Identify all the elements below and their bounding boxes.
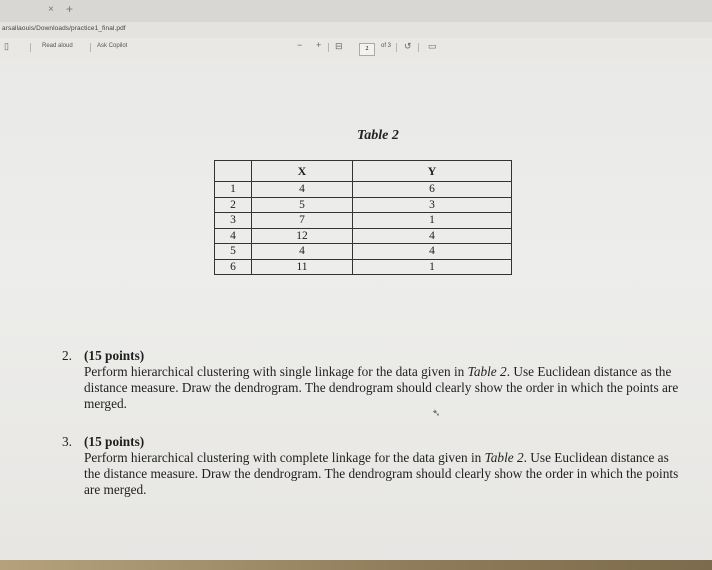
mouse-cursor-icon: ➴ xyxy=(432,408,441,419)
toolbar-divider xyxy=(90,43,91,52)
cell-y: 1 xyxy=(353,259,512,275)
question-points: (15 points) xyxy=(84,348,145,363)
table-row xyxy=(215,197,512,213)
cell-index: 5 xyxy=(215,244,252,260)
question-points: (15 points) xyxy=(84,434,145,449)
cell-x: 4 xyxy=(252,182,353,198)
cell-x: 5 xyxy=(252,197,353,213)
table-row xyxy=(215,228,512,244)
table-row xyxy=(215,182,512,198)
question-text-end: . Use Euclidean distance as the distance measure. Draw the dendrogram. The dendrogram should clearly show the order in which the points are merged. xyxy=(84,364,679,411)
cell-y: 3 xyxy=(353,197,512,213)
address-url[interactable]: arsallaouis/Downloads/practice1_final.pdf xyxy=(2,25,126,32)
table-reference: Table 2 xyxy=(467,364,507,379)
question-text-start: Perform hierarchical clustering with complete linkage for the data given in xyxy=(84,450,485,465)
cell-y: 1 xyxy=(353,213,512,229)
header-index xyxy=(215,161,252,182)
table-header-row xyxy=(215,161,512,182)
close-tab-icon[interactable]: × xyxy=(48,4,54,15)
toolbar-divider xyxy=(396,43,397,52)
data-table xyxy=(214,160,512,275)
cell-y: 4 xyxy=(353,244,512,260)
address-bar[interactable] xyxy=(0,22,712,38)
sidebar-toggle-icon[interactable]: ▯ xyxy=(4,41,9,51)
table-row xyxy=(215,244,512,260)
header-y: Y xyxy=(353,161,512,182)
table-caption: Table 2 xyxy=(357,128,399,143)
zoom-in-button[interactable]: + xyxy=(316,40,322,50)
table-reference: Table 2 xyxy=(484,450,524,465)
question-number: 3. xyxy=(62,434,72,449)
cell-index: 1 xyxy=(215,182,252,198)
read-aloud-button[interactable]: Read aloud xyxy=(42,43,73,49)
page-number-input[interactable]: 2 xyxy=(359,43,375,56)
cell-y: 6 xyxy=(353,182,512,198)
two-page-view-icon[interactable]: ▭ xyxy=(428,41,437,51)
rotate-icon[interactable]: ↺ xyxy=(404,41,412,51)
ask-copilot-button[interactable]: Ask Copilot xyxy=(97,43,128,49)
table-row xyxy=(215,259,512,275)
toolbar-divider xyxy=(30,43,31,52)
question-text-start: Perform hierarchical clustering with single linkage for the data given in xyxy=(84,364,468,379)
question-number: 2. xyxy=(62,348,72,363)
pdf-toolbar xyxy=(0,38,712,59)
cell-x: 4 xyxy=(252,244,353,260)
cell-x: 7 xyxy=(252,213,353,229)
question-3 xyxy=(62,434,682,498)
toolbar-divider xyxy=(418,43,419,52)
toolbar-divider xyxy=(328,43,329,52)
cell-x: 12 xyxy=(252,228,353,244)
question-text-end: . Use Euclidean distance as the distance measure. Draw the dendrogram. The dendrogram should clearly show the order in which the points are merged. xyxy=(84,450,679,497)
table-row xyxy=(215,213,512,229)
cell-index: 4 xyxy=(215,228,252,244)
cell-index: 3 xyxy=(215,213,252,229)
cell-index: 2 xyxy=(215,197,252,213)
cell-y: 4 xyxy=(353,228,512,244)
cell-x: 11 xyxy=(252,259,353,275)
zoom-out-button[interactable]: − xyxy=(297,40,303,50)
tab-bar xyxy=(0,0,712,22)
page-total: of 3 xyxy=(381,43,392,49)
header-x: X xyxy=(252,161,353,182)
fit-page-icon[interactable]: ⊟ xyxy=(335,41,343,51)
desk-edge xyxy=(0,560,712,570)
new-tab-button[interactable]: + xyxy=(66,2,74,16)
cell-index: 6 xyxy=(215,259,252,275)
question-2 xyxy=(62,348,682,412)
